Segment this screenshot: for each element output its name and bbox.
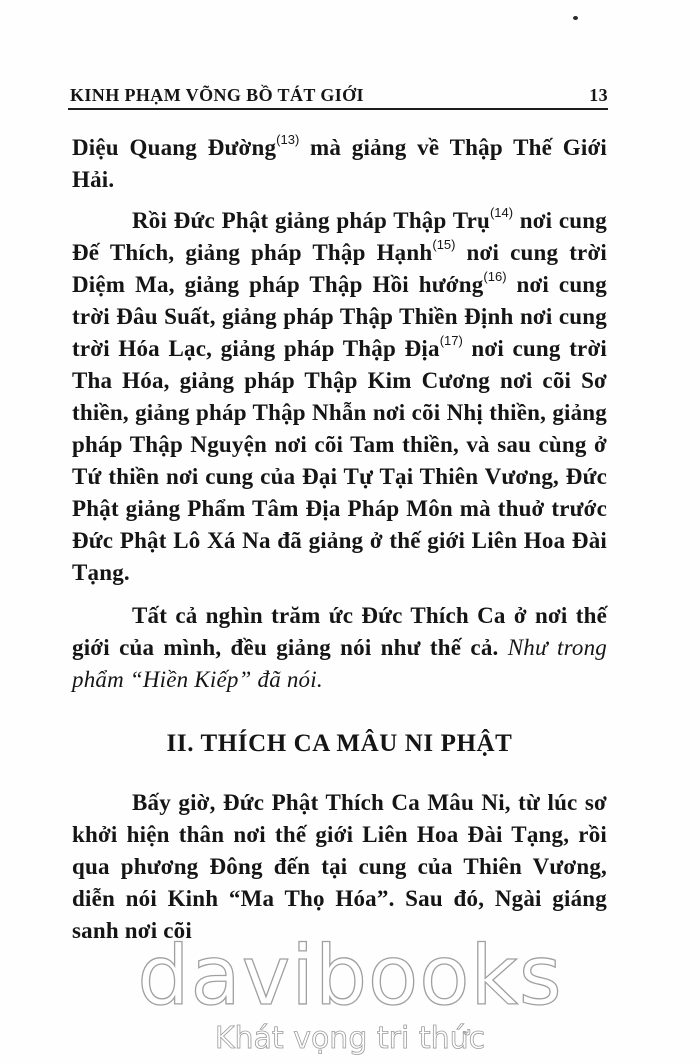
italic-note: Như trong phẩm “Hiền Kiếp” đã nói. xyxy=(72,635,607,692)
footnote-ref-17: (17) xyxy=(439,333,463,348)
text-run: mà giảng về Thập Thế Giới Hải. xyxy=(72,135,607,192)
footnote-ref-16: (16) xyxy=(483,269,507,284)
watermark-logo-text: davibooks xyxy=(137,929,563,1024)
paragraph xyxy=(72,787,607,947)
paragraph-continued xyxy=(72,132,607,196)
footnote-ref-14: (14) xyxy=(489,205,514,220)
paragraph xyxy=(72,600,607,696)
footnote-ref-15: (15) xyxy=(432,237,456,252)
text-run: nơi cung Đế Thích, giảng pháp Thập Hạnh xyxy=(72,208,607,265)
header-title: KINH PHẠM VÕNG BỒ TÁT GIỚI xyxy=(70,85,364,105)
watermark-tagline: Khát vọng tri thức xyxy=(214,1021,486,1056)
text-run: Tất cả nghìn trăm ức Đức Thích Ca ở nơi thế giới của mình, đều giảng nói như thế cả. xyxy=(72,603,607,660)
text-run: Bấy giờ, Đức Phật Thích Ca Mâu Ni, từ lúc sơ khởi hiện thân nơi thế giới Liên Hoa Đài Tạng, rồi qua phương Đông đến tại cung của Thiên Vương, diễn nói Kinh “Ma Thọ Hóa”. Sau đó, Ngài giáng sanh nơi cõi xyxy=(72,790,607,943)
paragraph xyxy=(72,205,607,589)
running-header xyxy=(68,84,608,110)
text-run: Rồi Đức Phật giảng pháp Thập Trụ xyxy=(132,208,490,233)
section-heading: II. THÍCH CA MÂU NI PHẬT xyxy=(166,730,513,757)
text-run: nơi cung trời Đâu Suất, giảng pháp Thập Thiền Định nơi cung trời Hóa Lạc, giảng pháp Thập Địa xyxy=(72,272,607,361)
ink-speck xyxy=(573,16,578,20)
text-run: nơi cung trời Tha Hóa, giảng pháp Thập Kim Cương nơi cõi Sơ thiền, giảng pháp Thập Nhẫn nơi cõi Nhị thiền, giảng pháp Thập Nguyện nơi cõi Tam thiền, và sau cùng ở Tứ thiền nơi cung của Đại Tự Tại Thiên Vương, Đức Phật giảng Phẩm Tâm Địa Pháp Môn mà thuở trước Đức Phật Lô Xá Na đã giảng ở thế giới Liên Hoa Đài Tạng. xyxy=(72,336,607,585)
page-number: 13 xyxy=(589,85,608,105)
footnote-ref-13: (13) xyxy=(276,132,300,147)
text-run: nơi cung trời Diệm Ma, giảng pháp Thập Hồi hướng xyxy=(72,240,607,297)
watermark xyxy=(0,930,700,1064)
text-run: Diệu Quang Đường xyxy=(72,135,277,160)
page-body xyxy=(72,132,607,947)
